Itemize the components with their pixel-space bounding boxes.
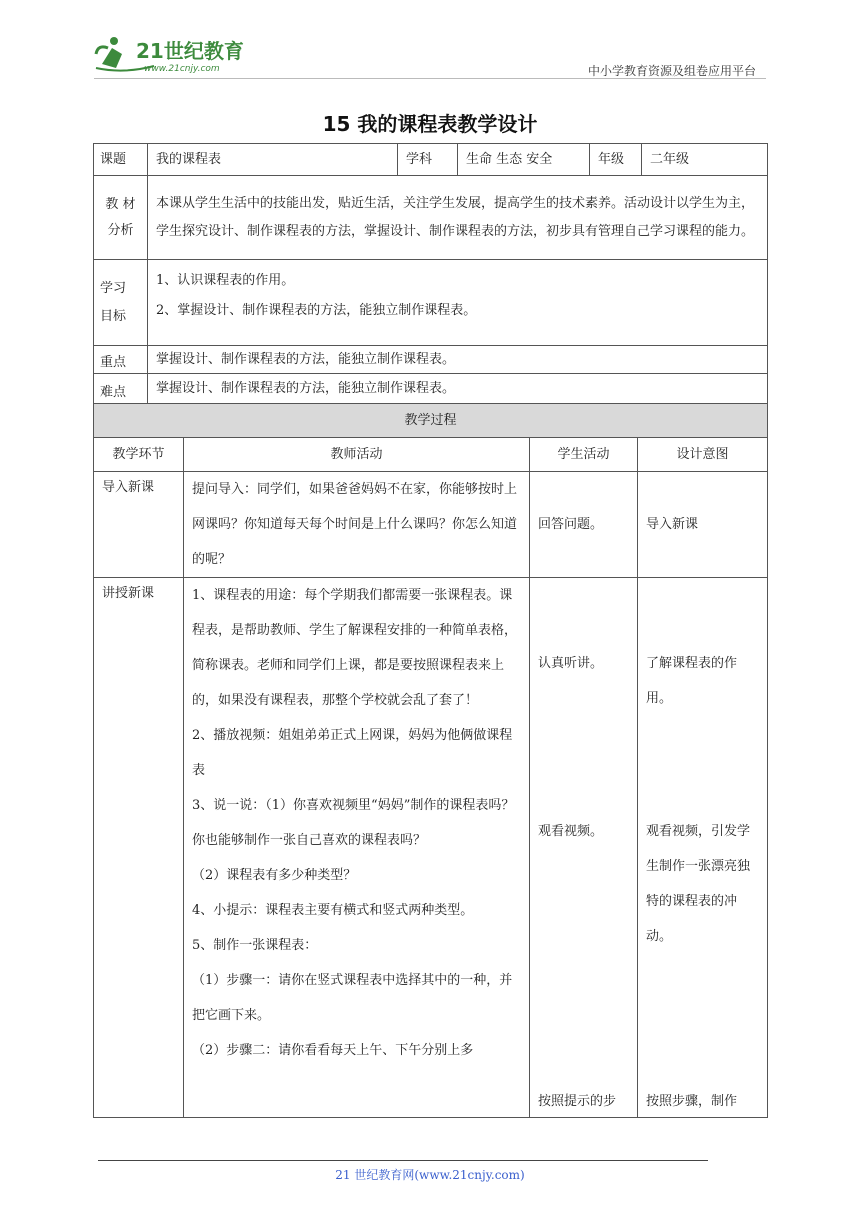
key-value: 掌握设计、制作课程表的方法，能独立制作课程表。 — [148, 346, 768, 374]
material-label: 教 材 分析 — [94, 176, 148, 260]
column-header: 学生活动 — [530, 438, 638, 472]
student-activity: 认真听讲。 — [538, 656, 604, 671]
hard-label: 难点 — [94, 374, 148, 404]
platform-name: 中小学教育资源及组卷应用平台 — [587, 64, 756, 78]
student-cell: 回答问题。 — [530, 472, 638, 578]
student-activity: 按照提示的步 — [538, 1094, 617, 1109]
teacher-paragraph: 4、小提示：课程表主要有横式和竖式两种类型。 — [192, 903, 474, 918]
student-activity: 观看视频。 — [538, 824, 604, 839]
goal-line: 1、认识课程表的作用。 — [156, 273, 295, 288]
key-label: 重点 — [94, 346, 148, 374]
process-heading: 教学过程 — [94, 404, 768, 438]
hard-value: 掌握设计、制作课程表的方法，能独立制作课程表。 — [148, 374, 768, 404]
footer-divider — [98, 1160, 708, 1161]
footer-link[interactable]: 21 世纪教育网(www.21cnjy.com) — [335, 1168, 525, 1182]
page-header — [94, 30, 766, 78]
grade-label: 年级 — [590, 144, 642, 176]
teacher-paragraph: 3、说一说：（1）你喜欢视频里“妈妈”制作的课程表吗？你也能够制作一张自己喜欢的课程表吗？ — [192, 798, 515, 848]
table-row — [94, 472, 768, 578]
goal-line: 2、掌握设计、制作课程表的方法，能独立制作课程表。 — [156, 303, 477, 318]
stage-cell: 导入新课 — [94, 472, 184, 578]
teacher-paragraph: （2）步骤二：请你看看每天上午、下午分别上多 — [192, 1043, 474, 1058]
stage-cell: 讲授新课 — [94, 578, 184, 1118]
logo-text: 21世纪教育 — [136, 39, 244, 63]
teacher-paragraph: 1、课程表的用途：每个学期我们都需要一张课程表。课程表，是帮助教师、学生了解课程安排的一种简单表格，简称课表。老师和同学们上课，都是要按照课程表来上的，如果没有课程表，那整个学校就会乱了套了！ — [192, 588, 518, 708]
column-header: 教师活动 — [184, 438, 530, 472]
subject-value: 生命 生态 安全 — [458, 144, 590, 176]
teacher-paragraph: （1）步骤一：请你在竖式课程表中选择其中的一种，并把它画下来。 — [192, 973, 513, 1023]
logo-url: www.21cnjy.com — [144, 64, 220, 74]
teacher-cell — [184, 578, 530, 1118]
column-header: 设计意图 — [638, 438, 768, 472]
intent-cell — [638, 578, 768, 1118]
teacher-paragraph: 提问导入：同学们，如果爸爸妈妈不在家，你能够按时上网课吗？你知道每天每个时间是上什么课吗？你怎么知道的呢？ — [192, 482, 518, 567]
design-intent: 观看视频，引发学生制作一张漂亮独特的课程表的冲动。 — [646, 824, 751, 944]
topic-value: 我的课程表 — [148, 144, 398, 176]
teacher-paragraph: 5、制作一张课程表： — [192, 938, 318, 953]
goal-value — [148, 260, 768, 346]
goal-label: 学习 目标 — [94, 260, 148, 346]
header-divider — [94, 78, 766, 79]
grade-value: 二年级 — [642, 144, 768, 176]
intent-cell: 导入新课 — [638, 472, 768, 578]
process-table — [93, 403, 768, 1118]
design-intent: 了解课程表的作用。 — [646, 656, 738, 706]
page-title: 15 我的课程表教学设计 — [322, 112, 538, 136]
topic-label: 课题 — [94, 144, 148, 176]
student-cell — [530, 578, 638, 1118]
material-value: 本课从学生生活中的技能出发，贴近生活，关注学生发展，提高学生的技术素养。活动设计以学生为主，学生探究设计、制作课程表的方法，掌握设计、制作课程表的方法，初步具有管理自己学习课程的能力。 — [148, 176, 768, 260]
teacher-cell — [184, 472, 530, 578]
teacher-paragraph: （2）课程表有多少种类型？ — [192, 868, 357, 883]
info-table — [93, 143, 768, 404]
design-intent: 按照步骤，制作 — [646, 1094, 738, 1109]
column-header: 教学环节 — [94, 438, 184, 472]
logo-icon — [94, 34, 264, 74]
subject-label: 学科 — [398, 144, 458, 176]
teacher-paragraph: 2、播放视频：姐姐弟弟正式上网课，妈妈为他俩做课程表 — [192, 728, 513, 778]
table-row — [94, 578, 768, 1118]
